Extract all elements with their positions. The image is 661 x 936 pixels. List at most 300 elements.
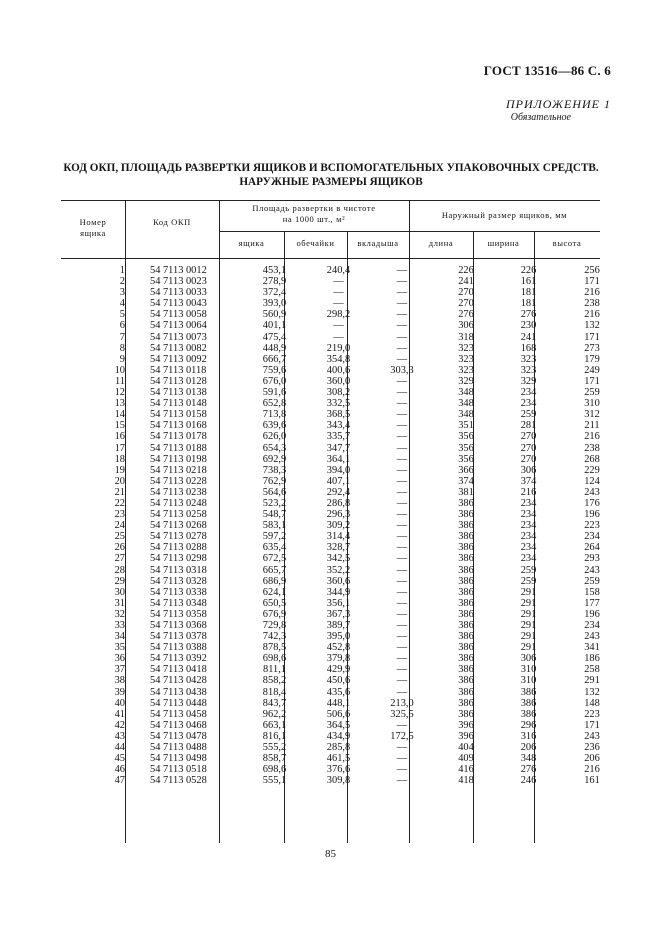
height-cell: 229	[584, 464, 600, 476]
insert-area-cell: —	[396, 753, 408, 765]
shell-area-cell: 354,8	[326, 353, 351, 365]
width-cell: 234	[520, 542, 537, 554]
okp-code-cell: 54 7113 0468	[150, 719, 207, 731]
table-row	[61, 487, 625, 498]
shell-area-cell: 309,2	[326, 520, 351, 532]
box-number-cell: 9	[119, 353, 125, 365]
shell-area-cell: 308,2	[326, 387, 351, 399]
length-cell: 386	[458, 531, 474, 543]
shell-area-cell: —	[333, 320, 344, 332]
width-cell: 161	[520, 276, 537, 288]
box-area-cell: 597,2	[262, 531, 287, 543]
width-cell: 374	[520, 475, 537, 487]
width-cell: 259	[520, 409, 537, 421]
height-cell: 243	[584, 631, 600, 643]
height-cell: 234	[584, 531, 600, 543]
table-top-rule	[61, 200, 600, 201]
height-cell: 179	[584, 353, 600, 365]
table-row	[61, 542, 625, 553]
okp-code-cell: 54 7113 0073	[150, 331, 207, 343]
length-cell: 348	[458, 387, 474, 399]
okp-code-cell: 54 7113 0092	[150, 353, 207, 365]
length-cell: 386	[458, 608, 474, 620]
length-cell: 306	[458, 320, 474, 332]
width-cell: 234	[520, 520, 537, 532]
table-row	[61, 598, 625, 609]
box-area-cell: 666,7	[262, 353, 287, 365]
okp-code-cell: 54 7113 0248	[150, 497, 207, 509]
shell-area-cell: 292,4	[326, 486, 351, 498]
width-cell: 234	[520, 387, 537, 399]
box-area-cell: 672,5	[262, 553, 287, 565]
length-cell: 386	[458, 575, 474, 587]
shell-area-cell: 394,0	[326, 464, 351, 476]
length-cell: 374	[458, 475, 474, 487]
okp-code-cell: 54 7113 0498	[150, 753, 207, 765]
box-area-cell: 560,9	[262, 309, 287, 321]
width-cell: 291	[520, 597, 537, 609]
okp-code-cell: 54 7113 0082	[150, 342, 207, 354]
okp-code-cell: 54 7113 0023	[150, 276, 207, 288]
table-row	[61, 398, 625, 409]
okp-code-cell: 54 7113 0438	[150, 686, 207, 698]
shell-area-cell: 395,0	[326, 631, 351, 643]
okp-code-cell: 54 7113 0268	[150, 520, 207, 532]
okp-code-cell: 54 7113 0043	[150, 298, 207, 310]
length-cell: 396	[458, 719, 474, 731]
width-cell: 306	[520, 653, 537, 665]
length-cell: 329	[458, 375, 474, 387]
length-cell: 386	[458, 553, 474, 565]
height-cell: 291	[584, 675, 600, 687]
box-number-cell: 4	[119, 298, 125, 310]
insert-area-cell: —	[396, 553, 408, 565]
height-cell: 132	[584, 686, 600, 698]
height-cell: 256	[584, 265, 600, 276]
insert-area-cell: —	[396, 409, 408, 421]
length-cell: 416	[458, 764, 474, 776]
okp-code-cell: 54 7113 0358	[150, 608, 207, 620]
width-cell: 270	[520, 453, 537, 465]
height-cell: 161	[584, 775, 600, 787]
header-insert-area: вкладыша	[357, 238, 399, 248]
table-row	[61, 775, 625, 786]
length-cell: 226	[458, 265, 474, 276]
width-cell: 216	[520, 486, 537, 498]
box-number-cell: 37	[114, 664, 125, 676]
shell-area-cell: 367,3	[326, 608, 351, 620]
insert-area-cell: 325,5	[390, 708, 414, 720]
width-cell: 291	[520, 586, 537, 598]
height-cell: 259	[584, 575, 600, 587]
box-number-cell: 40	[114, 697, 125, 709]
box-number-cell: 26	[114, 542, 125, 554]
shell-area-cell: 379,8	[326, 653, 351, 665]
width-cell: 348	[520, 753, 537, 765]
box-number-cell: 28	[114, 564, 125, 576]
insert-area-cell: —	[396, 542, 408, 554]
width-cell: 206	[520, 742, 537, 754]
box-number-cell: 12	[114, 387, 125, 399]
box-number-cell: 22	[114, 497, 125, 509]
box-number-cell: 3	[119, 287, 125, 299]
length-cell: 351	[458, 420, 474, 432]
box-area-cell: 591,6	[262, 387, 287, 399]
box-number-cell: 10	[114, 364, 125, 376]
okp-code-cell: 54 7113 0188	[150, 442, 207, 454]
box-number-cell: 7	[119, 331, 125, 343]
shell-area-cell: 298,2	[326, 309, 351, 321]
box-area-cell: 401,1	[262, 320, 287, 332]
box-number-cell: 39	[114, 686, 125, 698]
table-row	[61, 609, 625, 620]
table-row	[61, 620, 625, 631]
insert-area-cell: —	[396, 486, 408, 498]
shell-area-cell: 285,8	[326, 742, 351, 754]
box-area-cell: 448,9	[262, 342, 287, 354]
height-cell: 132	[584, 320, 600, 332]
box-number-cell: 17	[114, 442, 125, 454]
width-cell: 259	[520, 564, 537, 576]
shell-area-cell: 342,5	[326, 553, 351, 565]
width-cell: 306	[520, 464, 537, 476]
okp-code-cell: 54 7113 0118	[150, 364, 207, 376]
width-cell: 329	[520, 375, 537, 387]
title-line-1: КОД ОКП, ПЛОЩАДЬ РАЗВЕРТКИ ЯЩИКОВ И ВСПОМОГАТЕЛЬНЫХ УПАКОВОЧНЫХ СРЕДСТВ.	[63, 162, 599, 174]
box-number-cell: 29	[114, 575, 125, 587]
insert-area-cell: —	[396, 564, 408, 576]
length-cell: 386	[458, 520, 474, 532]
box-area-cell: 665,7	[262, 564, 287, 576]
height-cell: 223	[584, 520, 600, 532]
height-cell: 312	[584, 409, 600, 421]
box-number-cell: 44	[114, 742, 125, 754]
shell-area-cell: 240,4	[326, 265, 351, 276]
table-row	[61, 276, 625, 287]
height-cell: 310	[584, 398, 600, 410]
insert-area-cell: —	[396, 764, 408, 776]
shell-area-cell: 347,7	[326, 442, 351, 454]
box-area-cell: 738,3	[262, 464, 287, 476]
shell-area-cell: 332,5	[326, 398, 351, 410]
shell-area-cell: 219,0	[326, 342, 351, 354]
box-area-cell: 475,4	[262, 331, 287, 343]
width-cell: 241	[520, 331, 537, 343]
okp-code-cell: 54 7113 0338	[150, 586, 207, 598]
box-number-cell: 47	[114, 775, 125, 787]
height-cell: 216	[584, 287, 600, 299]
table-row	[61, 343, 625, 354]
height-cell: 293	[584, 553, 600, 565]
title-line-2: НАРУЖНЫЕ РАЗМЕРЫ ЯЩИКОВ	[239, 176, 423, 188]
header-shell-area: обечайки	[296, 238, 335, 248]
okp-code-cell: 54 7113 0238	[150, 486, 207, 498]
box-area-cell: 676,0	[262, 375, 287, 387]
length-cell: 323	[458, 364, 474, 376]
okp-code-cell: 54 7113 0128	[150, 375, 207, 387]
table-row	[61, 520, 625, 531]
height-cell: 171	[584, 276, 600, 288]
width-cell: 246	[520, 775, 537, 787]
shell-area-cell: 344,9	[326, 586, 351, 598]
box-area-cell: 698,6	[262, 653, 287, 665]
height-cell: 259	[584, 387, 600, 399]
height-cell: 148	[584, 697, 600, 709]
okp-code-cell: 54 7113 0392	[150, 653, 207, 665]
table-row	[61, 443, 625, 454]
insert-area-cell: —	[396, 387, 408, 399]
box-number-cell: 6	[119, 320, 125, 332]
insert-area-cell: 303,3	[390, 364, 414, 376]
insert-area-cell: —	[396, 742, 408, 754]
box-number-cell: 27	[114, 553, 125, 565]
table-row	[61, 309, 625, 320]
height-cell: 268	[584, 453, 600, 465]
appendix-status: Обязательное	[510, 112, 571, 123]
table-row	[61, 409, 625, 420]
table-row	[61, 631, 625, 642]
shell-area-cell: 448,1	[326, 697, 351, 709]
box-area-cell: 811,1	[263, 664, 286, 676]
shell-area-cell: 364,1	[326, 453, 351, 465]
okp-code-cell: 54 7113 0518	[150, 764, 207, 776]
box-area-cell: 878,5	[262, 642, 287, 654]
table-row	[61, 476, 625, 487]
header-box-number-line-1: Номер	[79, 217, 107, 227]
table-row	[61, 675, 625, 686]
insert-area-cell: —	[396, 620, 408, 631]
okp-code-cell: 54 7113 0168	[150, 420, 207, 432]
width-cell: 281	[520, 420, 537, 432]
height-cell: 223	[584, 708, 600, 720]
height-cell: 171	[584, 331, 600, 343]
box-area-cell: 523,2	[262, 497, 287, 509]
shell-area-cell: 376,6	[326, 764, 351, 776]
box-number-cell: 31	[114, 597, 125, 609]
height-cell: 249	[584, 364, 600, 376]
table-row	[61, 498, 625, 509]
height-cell: 176	[584, 497, 600, 509]
shell-area-cell: 360,6	[326, 575, 351, 587]
insert-area-cell: —	[396, 309, 408, 321]
table-row	[61, 709, 625, 720]
box-area-cell: 635,4	[262, 542, 287, 554]
shell-area-cell: 389,7	[326, 620, 351, 631]
table-row	[61, 587, 625, 598]
width-cell: 234	[520, 509, 537, 521]
length-cell: 348	[458, 398, 474, 410]
length-cell: 386	[458, 542, 474, 554]
table-row	[61, 298, 625, 309]
header-height: высота	[552, 238, 582, 248]
table-row	[61, 565, 625, 576]
box-area-cell: 639,6	[262, 420, 287, 432]
height-cell: 158	[584, 586, 600, 598]
document-title	[40, 161, 622, 189]
height-cell: 243	[584, 486, 600, 498]
table-row	[61, 576, 625, 587]
okp-code-cell: 54 7113 0368	[150, 620, 207, 631]
okp-code-cell: 54 7113 0528	[150, 775, 207, 787]
length-cell: 386	[458, 664, 474, 676]
box-area-cell: 816,1	[262, 730, 287, 742]
length-cell: 386	[458, 631, 474, 643]
box-number-cell: 11	[114, 375, 125, 387]
box-number-cell: 1	[119, 265, 125, 276]
box-number-cell: 34	[114, 631, 125, 643]
header-area-line-2: на 1000 шт., м²	[282, 214, 346, 224]
table-row	[61, 698, 625, 709]
okp-code-cell: 54 7113 0178	[150, 431, 207, 443]
length-cell: 386	[458, 509, 474, 521]
width-cell: 323	[520, 364, 537, 376]
box-number-cell: 25	[114, 531, 125, 543]
header-box-area: ящика	[238, 238, 265, 248]
table-row	[61, 764, 625, 775]
insert-area-cell: —	[396, 265, 408, 276]
insert-area-cell: —	[396, 464, 408, 476]
shell-area-cell: —	[333, 331, 344, 343]
shell-area-cell: 364,5	[326, 719, 351, 731]
table-row	[61, 431, 625, 442]
insert-area-cell: 172,5	[390, 730, 414, 742]
box-area-cell: 762,9	[262, 475, 287, 487]
box-area-cell: 555,1	[262, 775, 287, 787]
length-cell: 386	[458, 686, 474, 698]
insert-area-cell: —	[396, 586, 408, 598]
box-number-cell: 41	[114, 708, 125, 720]
box-area-cell: 692,9	[262, 453, 287, 465]
insert-area-cell: —	[396, 719, 408, 731]
table-row	[61, 664, 625, 675]
insert-area-cell: —	[396, 442, 408, 454]
okp-code-cell: 54 7113 0378	[150, 631, 207, 643]
shell-area-cell: —	[333, 298, 344, 310]
okp-code-cell: 54 7113 0488	[150, 742, 207, 754]
length-cell: 276	[458, 309, 474, 321]
box-area-cell: 652,8	[262, 398, 287, 410]
okp-code-cell: 54 7113 0218	[150, 464, 207, 476]
height-cell: 216	[584, 764, 600, 776]
shell-area-cell: —	[333, 287, 344, 299]
standard-designation: ГОСТ 13516—86 С. 6	[483, 63, 611, 78]
okp-code-cell: 54 7113 0318	[150, 564, 207, 576]
height-cell: 258	[584, 664, 600, 676]
box-number-cell: 46	[114, 764, 125, 776]
length-cell: 318	[458, 331, 474, 343]
insert-area-cell: —	[396, 475, 408, 487]
box-area-cell: 858,7	[262, 753, 287, 765]
length-cell: 241	[458, 276, 474, 288]
shell-area-cell: 407,1	[326, 475, 351, 487]
okp-code-cell: 54 7113 0064	[150, 320, 207, 332]
table-row	[61, 332, 625, 343]
length-cell: 386	[458, 564, 474, 576]
shell-area-cell: 435,6	[326, 686, 351, 698]
header-bottom-rule	[61, 258, 600, 259]
box-area-cell: 742,3	[262, 631, 287, 643]
box-number-cell: 2	[119, 276, 125, 288]
length-cell: 409	[458, 753, 474, 765]
table-row	[61, 642, 625, 653]
okp-code-cell: 54 7113 0258	[150, 509, 207, 521]
shell-area-cell: —	[333, 276, 344, 288]
length-cell: 270	[458, 287, 474, 299]
length-cell: 366	[458, 464, 474, 476]
box-number-cell: 45	[114, 753, 125, 765]
table-row	[61, 653, 625, 664]
box-area-cell: 626,0	[262, 431, 287, 443]
length-cell: 386	[458, 708, 474, 720]
box-number-cell: 35	[114, 642, 125, 654]
box-area-cell: 564,6	[262, 486, 287, 498]
okp-code-cell: 54 7113 0348	[150, 597, 207, 609]
length-cell: 386	[458, 597, 474, 609]
length-cell: 404	[458, 742, 474, 754]
table-row	[61, 720, 625, 731]
height-cell: 216	[584, 309, 600, 321]
box-area-cell: 676,9	[262, 608, 287, 620]
table-row	[61, 509, 625, 520]
box-area-cell: 583,1	[262, 520, 287, 532]
box-area-cell: 650,5	[262, 597, 287, 609]
okp-code-cell: 54 7113 0448	[150, 697, 207, 709]
box-number-cell: 20	[114, 475, 125, 487]
insert-area-cell: —	[396, 320, 408, 332]
width-cell: 181	[520, 287, 537, 299]
table-row	[61, 320, 625, 331]
shell-area-cell: 335,7	[326, 431, 351, 443]
table-row	[61, 531, 625, 542]
height-cell: 171	[584, 719, 600, 731]
length-cell: 386	[458, 653, 474, 665]
box-number-cell: 33	[114, 620, 125, 631]
box-area-cell: 759,6	[262, 364, 287, 376]
insert-area-cell: —	[396, 331, 408, 343]
length-cell: 418	[458, 775, 474, 787]
okp-code-cell: 54 7113 0388	[150, 642, 207, 654]
box-data-table	[61, 265, 625, 786]
height-cell: 211	[584, 420, 600, 432]
box-number-cell: 18	[114, 453, 125, 465]
table-row	[61, 753, 625, 764]
length-cell: 386	[458, 642, 474, 654]
box-area-cell: 453,1	[262, 265, 287, 276]
table-row	[61, 465, 625, 476]
page-number: 85	[325, 848, 336, 860]
table-row	[61, 687, 625, 698]
insert-area-cell: —	[396, 398, 408, 410]
okp-code-cell: 54 7113 0428	[150, 675, 207, 687]
height-cell: 264	[584, 542, 600, 554]
insert-area-cell: —	[396, 509, 408, 521]
box-area-cell: 278,9	[262, 276, 287, 288]
box-number-cell: 43	[114, 730, 125, 742]
table-row	[61, 731, 625, 742]
width-cell: 316	[520, 730, 537, 742]
okp-code-cell: 54 7113 0418	[150, 664, 207, 676]
height-cell: 196	[584, 608, 600, 620]
width-cell: 234	[520, 398, 537, 410]
shell-area-cell: 429,9	[326, 664, 351, 676]
okp-code-cell: 54 7113 0328	[150, 575, 207, 587]
shell-area-cell: 309,8	[326, 775, 351, 787]
insert-area-cell: —	[396, 664, 408, 676]
height-cell: 124	[584, 475, 600, 487]
width-cell: 296	[520, 719, 537, 731]
height-cell: 238	[584, 442, 600, 454]
table-body	[61, 265, 625, 786]
